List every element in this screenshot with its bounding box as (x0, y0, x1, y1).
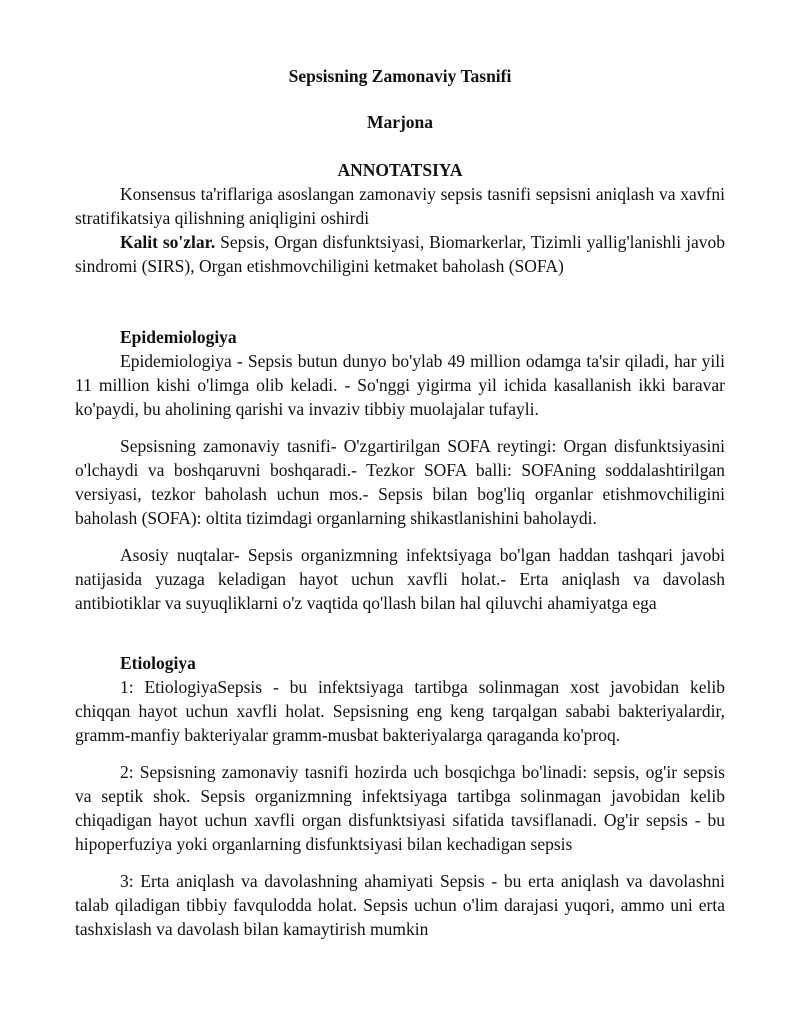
etiology-paragraph: 1: EtiologiyaSepsis - bu infektsiyaga tartibga solinmagan xost javobidan kelib chiqqan hayot uchun xavfli holat. Sepsisning eng keng tarqalgan sababi bakteriyalardir, gramm-manfiy bakteriyalar gramm-musbat bakteriyalarga qaraganda ko'proq. (75, 677, 725, 745)
epidemiology-paragraph: Asosiy nuqtalar- Sepsis organizmning infektsiyaga bo'lgan haddan tashqari javobi natijasida yuzaga keladigan hayot uchun xavfli holat.- Erta aniqlash va davolash antibiotiklar va suyuqliklarni o'z vaqtida qo'llash bilan hal qiluvchi ahamiyatga ega (75, 545, 725, 613)
section-heading-epidemiology: Epidemiologiya (120, 327, 237, 347)
abstract-text: Konsensus ta'riflariga asoslangan zamonaviy sepsis tasnifi sepsisni aniqlash va xavfni stratifikatsiya qilishning aniqligini oshirdi (75, 184, 725, 228)
etiology-paragraph: 2: Sepsisning zamonaviy tasnifi hozirda uch bosqichga bo'linadi: sepsis, og'ir sepsis va septik shok. Sepsis organizmning infektsiyaga tartibga solinmagan javobidan kelib chiqadigan hayot uchun xavfli organ disfunktsiyasi sifatida tavsiflanadi. Og'ir sepsis - bu hipoperfuziya yoki organlarning disfunktsiyasi bilan kechadigan sepsis (75, 762, 725, 854)
section-heading-etiology: Etiologiya (120, 653, 196, 673)
document-page (75, 64, 725, 941)
keywords-label: Kalit so'zlar. (120, 232, 216, 252)
etiology-paragraph: 3: Erta aniqlash va davolashning ahamiyati Sepsis - bu erta aniqlash va davolashni talab qiladigan tibbiy favqulodda holat. Sepsis uchun o'lim darajasi yuqori, ammo uni erta tashxislash va davolash bilan kamaytirish mumkin (75, 871, 725, 939)
keywords-paragraph (75, 230, 725, 278)
document-author: Marjona (366, 112, 434, 132)
epidemiology-paragraph: Sepsisning zamonaviy tasnifi- O'zgartirilgan SOFA reytingi: Organ disfunktsiyasini o'lchaydi va boshqaruvni boshqaradi.- Tezkor SOFA balli: SOFAning soddalashtirilgan versiyasi, tezkor baholash uchun mos.- Sepsis bilan bog'liq organlar etishmovchiligini baholash (SOFA): oltita tizimdagi organlarning shikastlanishini baholaydi. (75, 436, 725, 528)
keywords-text: Sepsis, Organ disfunktsiyasi, Biomarkerlar, Tizimli yallig'lanishli javob sindromi (SIRS), Organ etishmovchiligini ketmaket baholash (SOFA) (75, 232, 725, 276)
abstract-heading: ANNOTATSIYA (337, 160, 463, 180)
epidemiology-paragraph: Epidemiologiya - Sepsis butun dunyo bo'ylab 49 million odamga ta'sir qiladi, har yili 11 million kishi o'limga olib keladi. - So'nggi yigirma yil ichida kasallanish ikki baravar ko'paydi, bu aholining qarishi va invaziv tibbiy muolajalar tufayli. (75, 351, 725, 419)
document-title: Sepsisning Zamonaviy Tasnifi (288, 66, 512, 86)
